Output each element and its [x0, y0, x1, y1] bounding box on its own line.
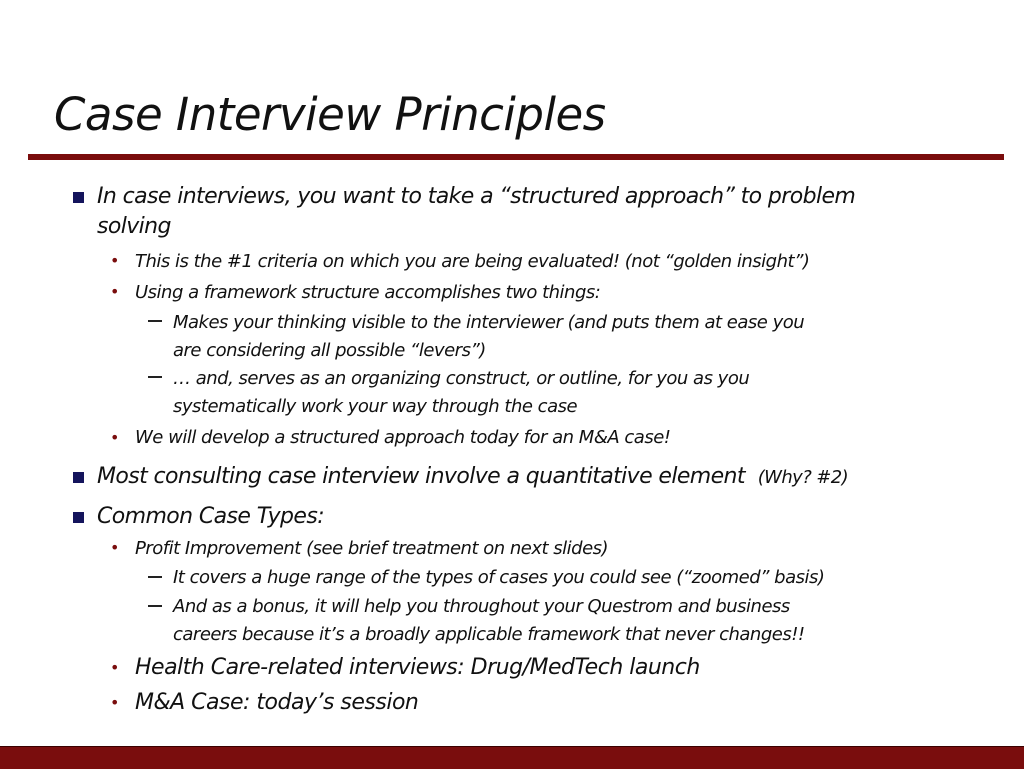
bullet-1-sub-2-a-line-1: Makes your thinking visible to the interviewer (and puts them at ease you — [173, 312, 805, 333]
dot-bullet-icon: • — [110, 428, 120, 447]
bullet-1-sub-2: Using a framework structure accomplishes two things: — [135, 282, 601, 303]
dot-bullet-icon: • — [110, 658, 120, 677]
bullet-3-sub-3: M&A Case: today’s session — [135, 690, 419, 715]
dash-bullet-icon — [148, 576, 162, 578]
bullet-3-sub-1: Profit Improvement (see brief treatment on next slides) — [135, 538, 609, 559]
bullet-1-sub-3: We will develop a structured approach today for an M&A case! — [135, 427, 671, 448]
bullet-2-text: Most consulting case interview involve a quantitative element — [97, 464, 745, 489]
dot-bullet-icon: • — [110, 251, 120, 270]
dash-bullet-icon — [148, 605, 162, 607]
bullet-3-sub-2: Health Care-related interviews: Drug/MedTech launch — [135, 655, 700, 680]
dot-bullet-icon: • — [110, 282, 120, 301]
bullet-1-sub-1: This is the #1 criteria on which you are being evaluated! (not “golden insight”) — [135, 251, 810, 272]
bullet-1-line-2: solving — [97, 214, 171, 239]
bullet-3-sub-1-a: It covers a huge range of the types of cases you could see (“zoomed” basis) — [173, 567, 825, 588]
dot-bullet-icon: • — [110, 693, 120, 712]
bullet-1-line-1: In case interviews, you want to take a “structured approach” to problem — [97, 184, 856, 209]
footer-bar — [0, 746, 1024, 769]
bullet-3-sub-1-b-line-2: careers because it’s a broadly applicable framework that never changes!! — [173, 624, 805, 645]
dash-bullet-icon — [148, 376, 162, 378]
slide-title: Case Interview Principles — [54, 88, 606, 141]
square-bullet-icon — [73, 472, 84, 483]
bullet-3: Common Case Types: — [97, 504, 325, 529]
square-bullet-icon — [73, 192, 84, 203]
bullet-2 — [97, 462, 977, 493]
bullet-1-sub-2-b-line-2: systematically work your way through the case — [173, 396, 578, 417]
bullet-2-note: (Why? #2) — [757, 467, 849, 488]
square-bullet-icon — [73, 512, 84, 523]
bullet-1-sub-2-a-line-2: are considering all possible “levers”) — [173, 340, 486, 361]
dash-bullet-icon — [148, 320, 162, 322]
bullet-1-sub-2-b-line-1: … and, serves as an organizing construct, or outline, for you as you — [173, 368, 750, 389]
dot-bullet-icon: • — [110, 538, 120, 557]
bullet-3-sub-1-b-line-1: And as a bonus, it will help you throughout your Questrom and business — [173, 596, 790, 617]
